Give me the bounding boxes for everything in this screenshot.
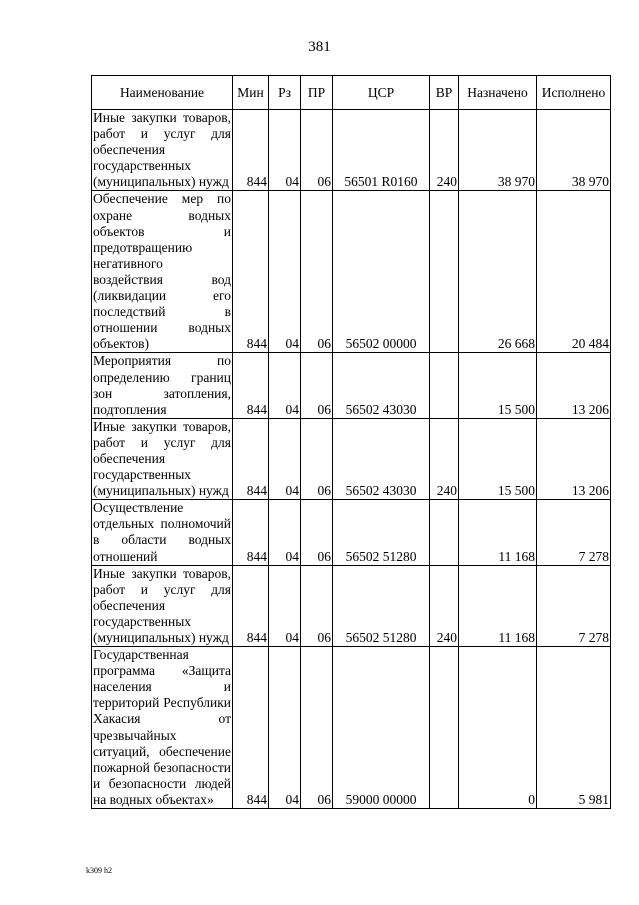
cell-vr bbox=[430, 500, 459, 565]
cell-pr: 06 bbox=[301, 191, 333, 353]
header-assigned: Назначено bbox=[459, 76, 537, 110]
cell-pr: 06 bbox=[301, 500, 333, 565]
cell-min: 844 bbox=[233, 565, 269, 646]
header-pr: ПР bbox=[301, 76, 333, 110]
table-row bbox=[92, 565, 611, 646]
cell-pr: 06 bbox=[301, 647, 333, 809]
cell-vr: 240 bbox=[430, 418, 459, 499]
table-row bbox=[92, 418, 611, 499]
page-number: 381 bbox=[308, 39, 331, 55]
header-executed: Исполнено bbox=[537, 76, 611, 110]
cell-rz: 04 bbox=[269, 500, 301, 565]
cell-assigned: 11 168 bbox=[459, 500, 537, 565]
cell-name: Иные закупки товаров, работ и услуг для обеспечения государственных (муниципальных) нужд bbox=[93, 110, 231, 190]
budget-table bbox=[91, 75, 611, 809]
cell-pr: 06 bbox=[301, 353, 333, 418]
cell-min: 844 bbox=[233, 191, 269, 353]
cell-csr: 56501 R0160 bbox=[333, 110, 430, 191]
cell-min: 844 bbox=[233, 110, 269, 191]
cell-min: 844 bbox=[233, 647, 269, 809]
table-row bbox=[92, 353, 611, 418]
cell-name: Обеспечение мер по охране водных объектов и предотвращению негативного воздействия вод (ликвидации его последствий в отношении водных объектов) bbox=[93, 191, 231, 352]
cell-vr: 240 bbox=[430, 565, 459, 646]
cell-name: Мероприятия по определению границ зон затопления, подтопления bbox=[93, 353, 231, 417]
cell-rz: 04 bbox=[269, 418, 301, 499]
cell-csr: 56502 51280 bbox=[333, 565, 430, 646]
table-row bbox=[92, 191, 611, 353]
cell-assigned: 15 500 bbox=[459, 353, 537, 418]
table-row bbox=[92, 647, 611, 809]
cell-csr: 56502 43030 bbox=[333, 418, 430, 499]
cell-min: 844 bbox=[233, 500, 269, 565]
cell-executed: 13 206 bbox=[537, 418, 611, 499]
cell-csr: 56502 51280 bbox=[333, 500, 430, 565]
cell-executed: 13 206 bbox=[537, 353, 611, 418]
cell-assigned: 11 168 bbox=[459, 565, 537, 646]
cell-name: Иные закупки товаров, работ и услуг для обеспечения государственных (муниципальных) нужд bbox=[93, 565, 231, 645]
cell-assigned: 38 970 bbox=[459, 110, 537, 191]
cell-csr: 59000 00000 bbox=[333, 647, 430, 809]
cell-pr: 06 bbox=[301, 565, 333, 646]
cell-executed: 7 278 bbox=[537, 565, 611, 646]
header-min: Мин bbox=[233, 76, 269, 110]
cell-vr bbox=[430, 353, 459, 418]
cell-min: 844 bbox=[233, 418, 269, 499]
cell-executed: 38 970 bbox=[537, 110, 611, 191]
cell-executed: 5 981 bbox=[537, 647, 611, 809]
header-vr: ВР bbox=[430, 76, 459, 110]
cell-pr: 06 bbox=[301, 110, 333, 191]
header-name: Наименование bbox=[92, 76, 233, 110]
header-rz: Рз bbox=[269, 76, 301, 110]
cell-name: Осуществление отдельных полномочий в области водных отношений bbox=[93, 500, 231, 564]
cell-assigned: 15 500 bbox=[459, 418, 537, 499]
cell-rz: 04 bbox=[269, 191, 301, 353]
cell-csr: 56502 43030 bbox=[333, 353, 430, 418]
cell-rz: 04 bbox=[269, 647, 301, 809]
cell-pr: 06 bbox=[301, 418, 333, 499]
header-row bbox=[92, 76, 611, 110]
cell-vr bbox=[430, 191, 459, 353]
table-row bbox=[92, 110, 611, 191]
cell-name: Государственная программа «Защита населения и территорий Республики Хакасия от чрезвычайных ситуаций, обеспечение пожарной безопасности и безопасности людей на водных объектах» bbox=[93, 647, 231, 807]
header-csr: ЦСР bbox=[333, 76, 430, 110]
cell-name: Иные закупки товаров, работ и услуг для обеспечения государственных (муниципальных) нужд bbox=[93, 418, 231, 499]
table-row bbox=[92, 500, 611, 565]
cell-rz: 04 bbox=[269, 565, 301, 646]
cell-vr: 240 bbox=[430, 110, 459, 191]
cell-executed: 20 484 bbox=[537, 191, 611, 353]
cell-csr: 56502 00000 bbox=[333, 191, 430, 353]
cell-assigned: 26 668 bbox=[459, 191, 537, 353]
cell-rz: 04 bbox=[269, 353, 301, 418]
cell-rz: 04 bbox=[269, 110, 301, 191]
cell-vr bbox=[430, 647, 459, 809]
footer-code: k309 h2 bbox=[86, 866, 112, 875]
cell-min: 844 bbox=[233, 353, 269, 418]
cell-executed: 7 278 bbox=[537, 500, 611, 565]
cell-assigned: 0 bbox=[459, 647, 537, 809]
